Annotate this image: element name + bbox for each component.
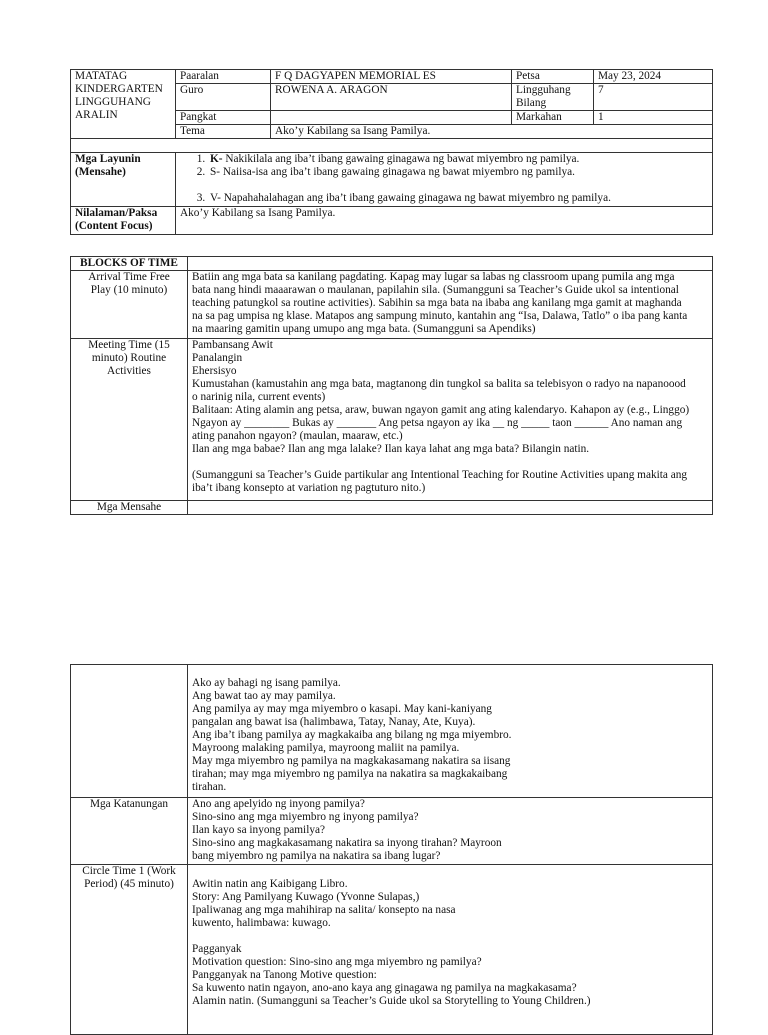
mensahe-value	[188, 501, 713, 515]
tema-label: Tema	[176, 125, 271, 139]
circle-time-content: Awitin natin ang Kaibigang Libro. Story: Ang Pamilyang Kuwago (Yvonne Sulapas,) Ipaliwanag ang mga mahihirap na salita/ konsepto na nasa kuwento, halimbawa: kuwago. Pagganyak Motivation question: Sino-sino ang mga miyembro ng pamilya? Pangganyak na Tanong Motive question: Sa kuwento natin ngayon, ano-ano kaya ang ginagawa ng pamilya na magkakasama? Alamin natin. (Sumangguni sa Teacher’s Guide ukol sa Storytelling to Young Children.)	[188, 865, 713, 1035]
arrival-content: Batiin ang mga bata sa kanilang pagdating. Kapag may lugar sa labas ng classroom upang pumila ang mga bata nang hindi maaarawan o maulanan, papilahin sila. (Sumangguni sa Teacher’s Guide ukol sa intentional teaching patungkol sa routine activities). Sabihin sa mga bata na ibaba ang kanilang mga gamit at maghanda na sa pag umpisa ng klase. Matapos ang sampung minuto, kantahin ang “Isa, Dalawa, Tatlo” o iba pang kanta na maaring gamitin upang umupo ang mga bata. (Sumangguni sa Apendiks)	[188, 271, 713, 339]
arrival-label: Arrival Time Free Play (10 minuto)	[71, 271, 188, 339]
tema-value: Ako’y Kabilang sa Isang Pamilya.	[271, 125, 713, 139]
petsa-value: May 23, 2024	[594, 70, 713, 84]
layunin-table	[70, 152, 713, 235]
paaralan-value: F Q DAGYAPEN MEMORIAL ES	[271, 70, 512, 84]
layunin-item-1: 1. K- Nakikilala ang iba’t ibang gawaing ginagawa ng bawat miyembro ng pamilya.	[208, 153, 708, 166]
nilalaman-value: Ako’y Kabilang sa Isang Pamilya.	[176, 207, 713, 235]
meeting-label: Meeting Time (15 minuto) Routine Activities	[71, 339, 188, 501]
lesson-title: MATATAG KINDERGARTEN LINGGUHANG ARALIN	[71, 70, 176, 139]
pangkat-label: Pangkat	[176, 111, 271, 125]
guro-label: Guro	[176, 84, 271, 111]
markahan-label: Markahan	[512, 111, 594, 125]
blocks-header: BLOCKS OF TIME	[71, 257, 188, 271]
katanungan-label: Mga Katanungan	[71, 798, 188, 865]
pangkat-value	[271, 111, 512, 125]
spacer-row	[71, 139, 713, 153]
layunin-label: Mga Layunin (Mensahe)	[71, 153, 176, 207]
header-table	[70, 69, 713, 153]
circle-time-label: Circle Time 1 (Work Period) (45 minuto)	[71, 865, 188, 1035]
page2-table	[70, 664, 713, 1035]
lingguhang-label: Lingguhang Bilang	[512, 84, 594, 111]
lingguhang-value: 7	[594, 84, 713, 111]
katanungan-content: Ano ang apelyido ng inyong pamilya? Sino-sino ang mga miyembro ng inyong pamilya? Ilan kayo sa inyong pamilya? Sino-sino ang magkakasamang nakatira sa inyong tirahan? Mayroon bang miyembro ng pamilya na nakatira sa ibang lugar?	[188, 798, 713, 865]
mensahe-cont-label	[71, 665, 188, 798]
layunin-item-3: 3. V- Napahahalahagan ang iba’t ibang gawaing ginagawa ng bawat miyembro ng pamilya.	[208, 192, 708, 205]
guro-value: ROWENA A. ARAGON	[271, 84, 512, 111]
blocks-header-empty	[188, 257, 713, 271]
layunin-list	[176, 153, 713, 207]
markahan-value: 1	[594, 111, 713, 125]
meeting-content: Pambansang Awit Panalangin Ehersisyo Kumustahan (kamustahin ang mga bata, magtanong din tungkol sa balita sa telebisyon o radyo na napanoood o narinig nila, current events) Balitaan: Ating alamin ang petsa, araw, buwan ngayon gamit ang ating kalendaryo. Kahapon ay (e.g., Linggo) Ngayon ay ________ Bukas ay _______ Ang petsa ngayon ay ika __ ng _____ taon ______ Ano naman ang ating panahon ngayon? (maulan, maaraw, etc.) Ilan ang mga babae? Ilan ang mga lalake? Ilan kaya lahat ang mga bata? Bilangin natin. (Sumangguni sa Teacher’s Guide partikular ang Intentional Teaching for Routine Activities upang makita ang iba’t ibang konsepto at variation ng pagtuturo nito.)	[188, 339, 713, 501]
mensahe-cont-content: Ako ay bahagi ng isang pamilya. Ang bawat tao ay may pamilya. Ang pamilya ay may mga miyembro o kasapi. May kani-kaniyang pangalan ang bawat isa (halimbawa, Tatay, Nanay, Ate, Kuya). Ang iba’t ibang pamilya ay magkakaiba ang bilang ng mga miyembro. Mayroong malaking pamilya, mayroong maliit na pamilya. May mga miyembro ng pamilya na magkakasamang nakatira sa iisang tirahan; may mga miyembro ng pamilya na nakatira sa magkakaibang tirahan.	[188, 665, 713, 798]
layunin-item-2: 2. S- Naiisa-isa ang iba’t ibang gawaing ginagawa ng bawat miyembro ng pamilya.	[208, 166, 708, 179]
petsa-label: Petsa	[512, 70, 594, 84]
blocks-table	[70, 256, 713, 515]
paaralan-label: Paaralan	[176, 70, 271, 84]
nilalaman-label: Nilalaman/Paksa (Content Focus)	[71, 207, 176, 235]
mensahe-label: Mga Mensahe	[71, 501, 188, 515]
